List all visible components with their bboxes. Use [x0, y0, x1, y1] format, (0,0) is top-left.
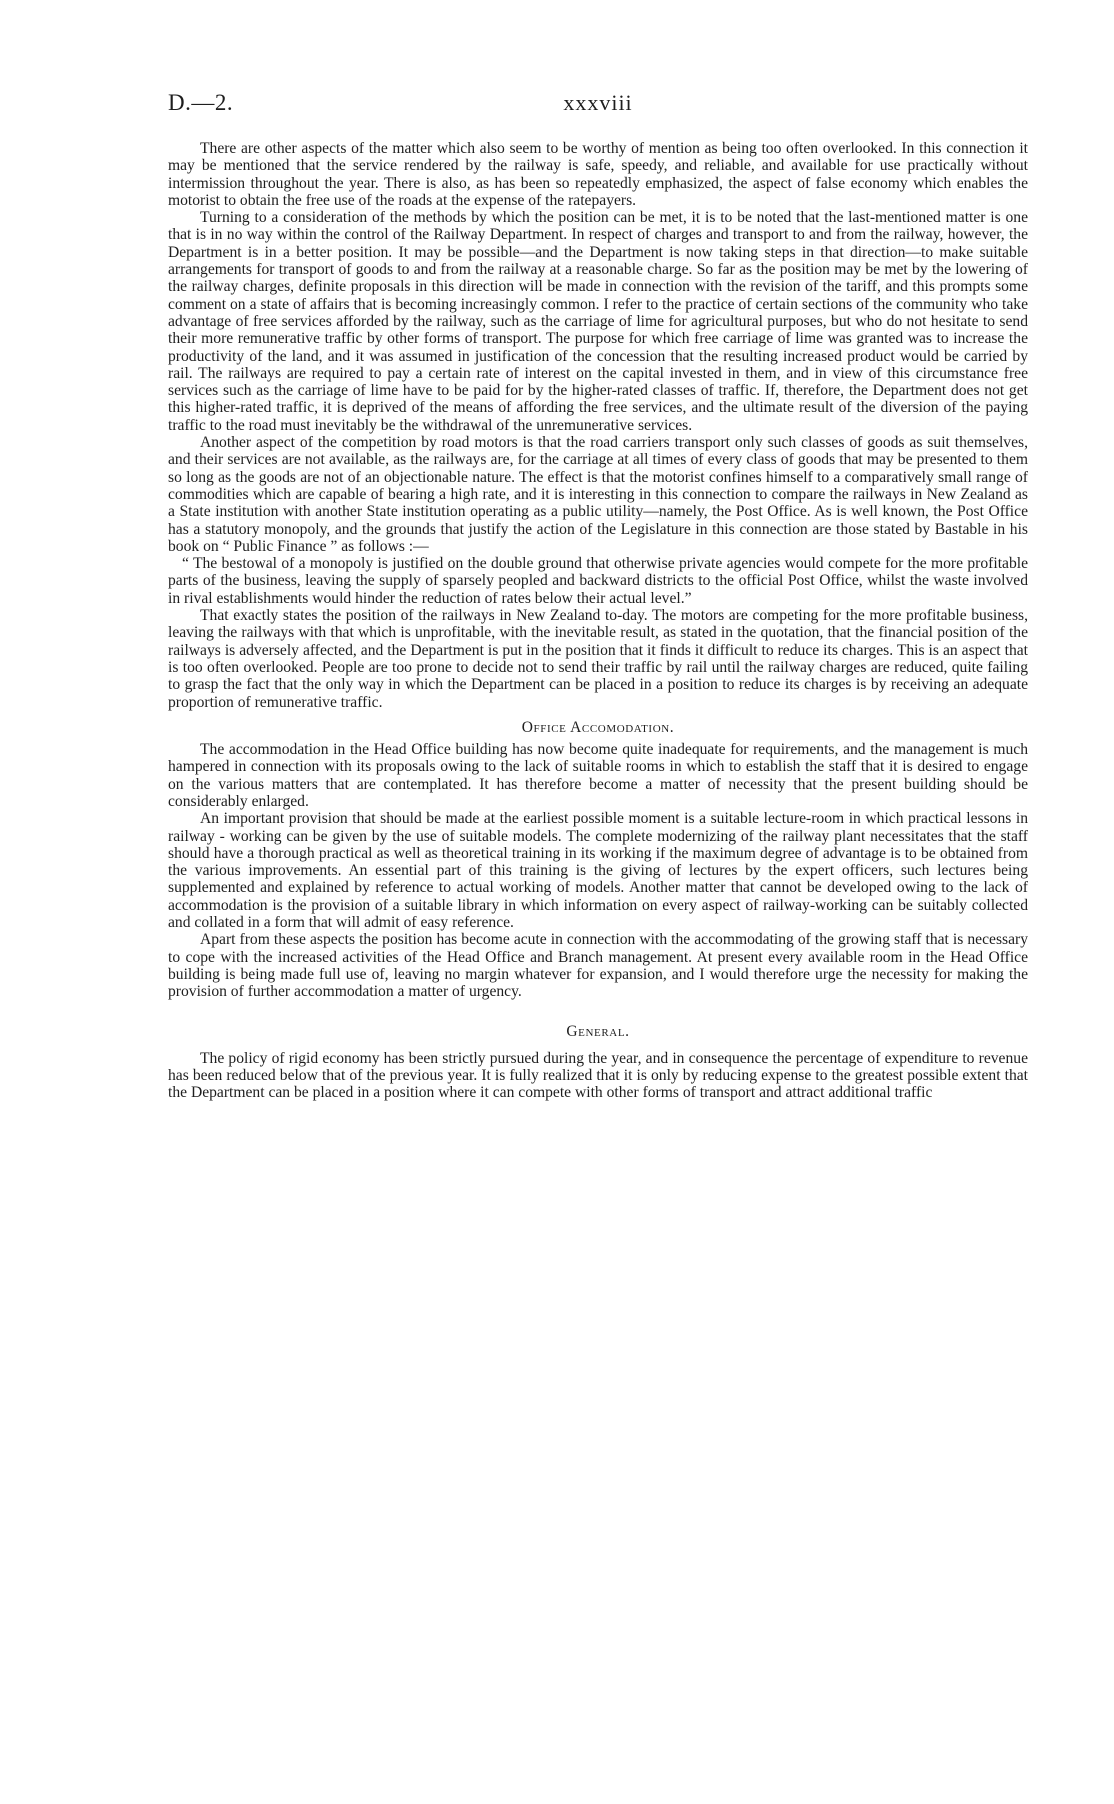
- paragraph-position-today: That exactly states the position of the railways in New Zealand to-day. The motors are competing for the more profitable business, leaving the railways with that which is unprofitable, with the inevitable result, as stated in the quotation, that the financial position of the railways is adversely affected, and the Department is put in the position that it finds it difficult to reduce its charges. This is an aspect that is too often overlooked. People are too prone to decide not to send their traffic by rail until the railway charges are reduced, quite failing to grasp the fact that the only way in which the Department can be placed in a position to reduce its charges is by receiving an adequate proportion of remunerative traffic.: [168, 607, 1028, 711]
- paragraph-head-office: The accommodation in the Head Office building has now become quite inadequate for requirements, and the management is much hampered in connection with its proposals owing to the lack of suitable rooms in which to establish the staff that it is desired to engage on the various matters that are contemplated. It has therefore become a matter of necessity that the present building should be considerably enlarged.: [168, 741, 1028, 810]
- paragraph-lecture-room: An important provision that should be made at the earliest possible moment is a suitable lecture-room in which practical lessons in railway - working can be given by the use of suitable models. The complete modernizing of the railway plant necessitates that the staff should have a thorough practical as well as theoretical training in its working if the maximum degree of advantage is to be obtained from the various improvements. An essential part of this training is the giving of lectures by the expert officers, such lectures being supplemented and explained by reference to actual working of models. Another matter that cannot be developed owing to the lack of accommodation is the provision of a suitable library in which information on every aspect of railway-working can be suitably collected and collated in a form that will admit of easy reference.: [168, 810, 1028, 932]
- paragraph-economy: The policy of rigid economy has been strictly pursued during the year, and in consequence the percentage of expenditure to revenue has been reduced below that of the previous year. It is fully realized that it is only by reducing expense to the greatest possible extent that the Department can be placed in a position where it can compete with other forms of transport and attract additional traffic: [168, 1049, 1028, 1102]
- paragraph-staff-accommodation: Apart from these aspects the position has become acute in connection with the accommodating of the growing staff that is necessary to cope with the increased activities of the Head Office and Branch management. At present every available room in the Head Office building is being made full use of, leaving no margin whatever for expansion, and I would therefore urge the necessity for making the provision of further accommodation a matter of urgency.: [168, 931, 1028, 1001]
- page-header: [168, 90, 1028, 120]
- paragraph-road-competition: Another aspect of the competition by road motors is that the road carriers transport only such classes of goods as suit themselves, and their services are not available, as the railways are, for the carriage at all times of every class of goods that may be presented to them so long as the goods are not of an objectionable nature. The effect is that the motorist confines himself to a comparatively small range of commodities which are capable of bearing a high rate, and it is interesting in this connection to compare the railways in New Zealand as a State institution with another State institution operating as a public utility—namely, the Post Office. As is well known, the Post Office has a statutory monopoly, and the grounds that justify the action of the Legislature in this connection are those stated by Bastable in his book on “ Public Finance ” as follows :—: [168, 434, 1028, 555]
- paragraph-other-aspects: There are other aspects of the matter which also seem to be worthy of mention as being too often overlooked. In this connection it may be mentioned that the service rendered by the railway is safe, speedy, and reliable, and available for use practically without intermission throughout the year. There is also, as has been so repeatedly emphasized, the aspect of false economy which enables the motorist to obtain the free use of the roads at the expense of the ratepayers.: [168, 140, 1028, 209]
- document-id: D.—2.: [168, 90, 234, 115]
- page-number: xxxviii: [563, 90, 633, 115]
- paragraph-methods: Turning to a consideration of the methods by which the position can be met, it is to be noted that the last-mentioned matter is one that is in no way within the control of the Railway Department. In respect of charges and transport to and from the railway, however, the Department is in a better position. It may be possible—and the Department is now taking steps in that direction—to make suitable arrangements for transport of goods to and from the railway at a reasonable charge. So far as the position may be met by the lowering of the railway charges, definite proposals in this direction will be made in connection with the revision of the tariff, and this prompts some comment on a state of affairs that is becoming increasingly common. I refer to the practice of certain sections of the community who take advantage of free services afforded by the railway, such as the carriage of lime for agricultural purposes, but who do not hesitate to send their more remunerative traffic by other forms of transport. The purpose for which free carriage of lime was granted was to increase the productivity of the land, and it was assumed in justification of the concession that the resulting increased product would be carried by rail. The railways are required to pay a certain rate of interest on the capital invested in them, and in view of this circumstance free services such as the carriage of lime have to be paid for by the higher-rated classes of traffic. If, therefore, the Department does not get this higher-rated traffic, it is deprived of the means of affording the free services, and the ultimate result of the diversion of the paying traffic to the road must inevitably be the withdrawal of the unremunerative services.: [168, 209, 1028, 434]
- quotation-bastable: “ The bestowal of a monopoly is justified on the double ground that otherwise private agencies would compete for the more profitable parts of the business, leaving the supply of sparsely peopled and backward districts to the official Post Office, whilst the waste involved in rival establishments would hinder the reduction of rates below their actual level.”: [168, 555, 1028, 607]
- section-heading-general: General.: [566, 1022, 630, 1040]
- body-text: [168, 140, 1028, 1102]
- section-heading-office-accommodation: Office Accomodation.: [521, 718, 675, 736]
